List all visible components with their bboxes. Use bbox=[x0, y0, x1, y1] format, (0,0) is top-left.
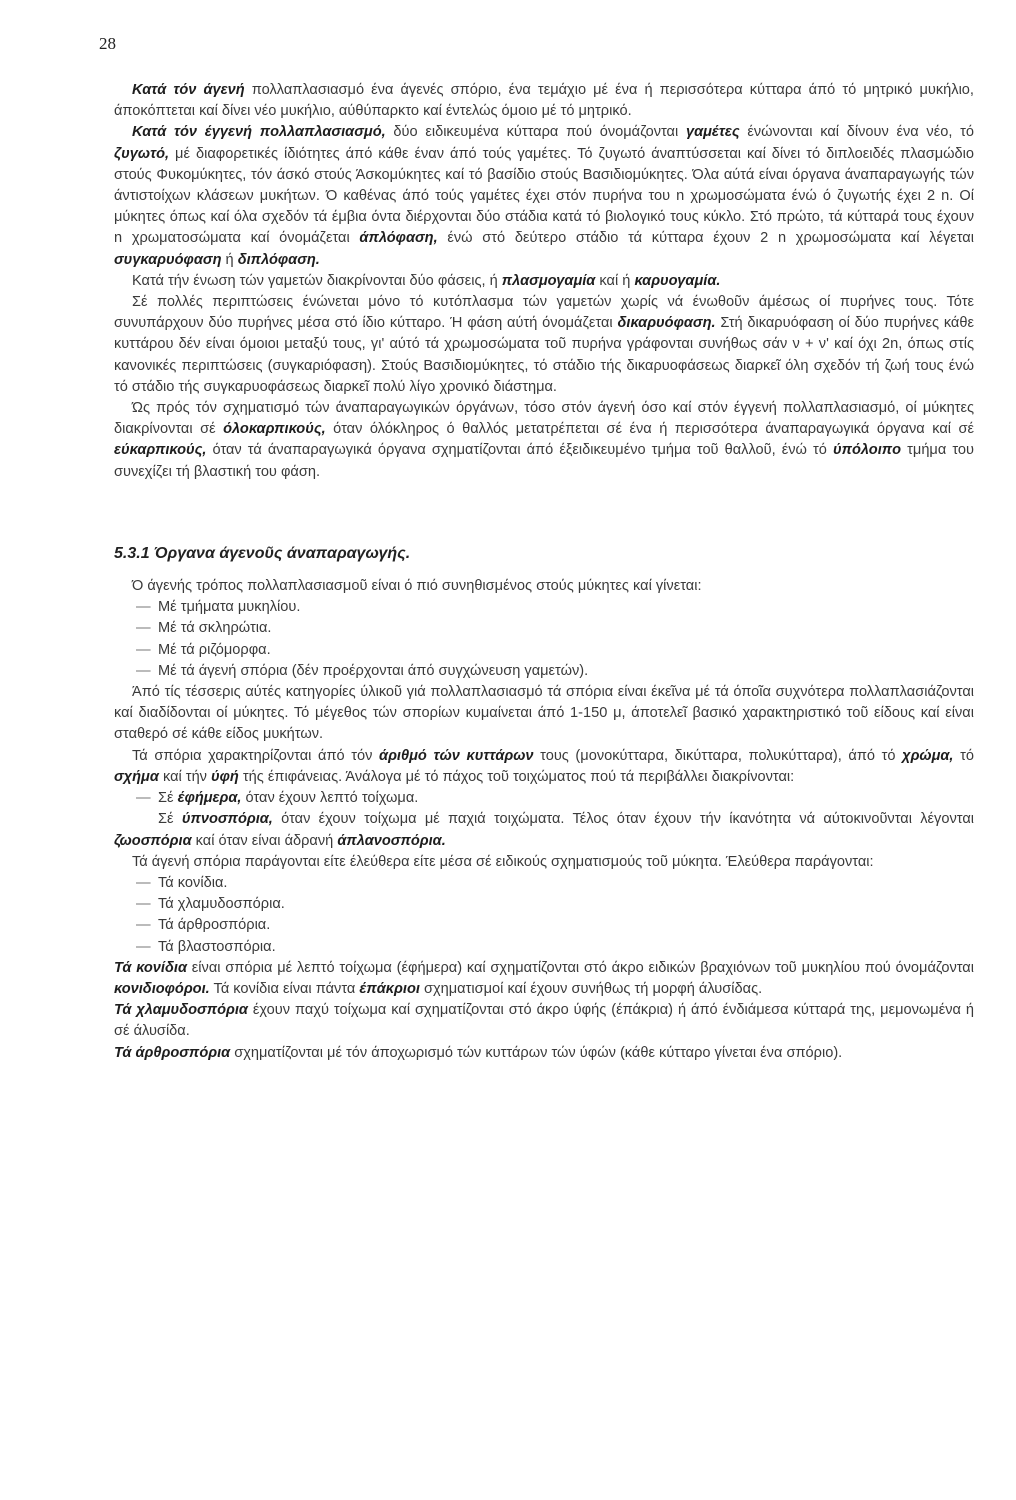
text-run: Σέ πολλές περιπτώσεις ένώνεται μόνο τό κυτόπλασμα τών γαμετών χωρίς νά ένωθοῦν άμέσως οί πυρήνες τους. Τότε συνυπάρχουν δύο πυρήνες μέσα στό ίδιο κύτταρο. Ή φάση αύτή όνομάζεται bbox=[114, 294, 974, 332]
text-run: καί όταν είναι άδρανή bbox=[191, 832, 338, 849]
page-body bbox=[114, 80, 974, 1064]
list-item: — Μέ τά σκληρώτια. bbox=[136, 618, 974, 639]
text-run: Σέ bbox=[158, 790, 178, 807]
text-run: όταν όλόκληρος ό θαλλός μετατρέπεται σέ ένα ή περισσότερα άναπαραγωγικά όργανα καί σέ bbox=[325, 421, 974, 438]
text-run: Κατά τήν ένωση τών γαμετών διακρίνονται δύο φάσεις, ή bbox=[132, 272, 502, 289]
paragraph-holocarpic bbox=[114, 398, 974, 483]
paragraph-dikaryophase bbox=[114, 292, 974, 398]
text-run: δύο ειδικευμένα κύτταρα πού όνομάζονται bbox=[385, 124, 686, 141]
paragraph-asexual-methods: Ό άγενής τρόπος πολλαπλασιασμοῦ είναι ό πιό συνηθισμένος στούς μύκητες καί γίνεται: bbox=[132, 578, 702, 595]
term: καρυογαμία. bbox=[634, 272, 721, 289]
text-run: καί τήν bbox=[158, 768, 212, 785]
paragraph-spores-size: Άπό τίς τέσσερις αύτές κατηγορίες ύλικοῦ γιά πολλαπλασιασμό τά σπόρια είναι έκεῖνα μέ τά όποῖα συχνότερα πολλαπλασιάζονται καί διαδίδονται οί μύκητες. Τό μέγεθος τών σπορίων κυμαίνεται άπό 1-150 μ, άποτελεῖ βασικό χαρακτηριστικό τοῦ είδους καί είναι σταθερό σέ κάθε είδος μυκήτων. bbox=[114, 684, 974, 743]
term: όλοκαρπικούς, bbox=[223, 421, 326, 438]
list-item: — Τά χλαμυδοσπόρια. bbox=[136, 894, 974, 915]
text-run: έχουν παχύ τοίχωμα καί σχηματίζονται στό άκρο ύφής (έπάκρια) ή άπό ένδιάμεσα κύτταρά της, μεμονωμένα ή σέ άλυσίδα. bbox=[114, 1002, 975, 1040]
term: δικαρυόφαση. bbox=[617, 315, 716, 332]
text-run: Τά κονίδια είναι πάντα bbox=[209, 980, 360, 997]
term: ζωοσπόρια bbox=[114, 832, 192, 849]
term: Κατά τόν έγγενή πολλαπλασιασμό, bbox=[132, 124, 386, 141]
term: ύπνοσπόρια, bbox=[181, 811, 273, 828]
term: Τά κονίδια bbox=[114, 959, 187, 976]
term: συγκαρυόφαση bbox=[114, 251, 222, 268]
text-run: Στή δικαρυόφαση οί δύο πυρήνες κάθε κυττάρου δέν είναι όμοιοι μεταξύ τους, γι' αύτό τά χρωμοσώματα τοῦ πυρήνα γράφονται συνήθως σάν ν + ν' καί όχι 2n, όπως στίς κανονικές περιπτώσεις (συγκαριόφαση). Στούς Βασιδιομύκητες, τό στάδιο τής δικαρυοφάσεως διαρκεῖ όλη σχεδόν τή ζωή τους ένώ τό στάδιο τής συγκαρυοφάσεως διαρκεῖ πολύ λίγο χρονικό διάστημα. bbox=[114, 315, 974, 395]
text-run: τής έπιφάνειας. Άνάλογα μέ τό πάχος τοῦ τοιχώματος πού τά περιβάλλει διακρίνονται: bbox=[238, 768, 795, 785]
text-run: όταν έχουν τοίχωμα μέ παχιά τοιχώματα. Τέλος όταν έχουν τήν ίκανότητα νά αύτοκινοῦνται λέγονται bbox=[272, 811, 974, 828]
list-wall-types bbox=[114, 788, 974, 809]
term: γαμέτες bbox=[685, 124, 740, 141]
text-run: Ώς πρός τόν σχηματισμό τών άναπαραγωγικών όργάνων, τόσο στόν άγενή όσο καί στόν έγγενή πολλαπλασιασμό, οί μύκητες διακρίνονται σέ bbox=[114, 400, 974, 438]
text-run: σχηματίζονται μέ τόν άποχωρισμό τών κυττάρων τών ύφών (κάθε κύτταρο γίνεται ένα σπόριο). bbox=[230, 1044, 843, 1061]
term: εύκαρπικούς, bbox=[114, 442, 207, 459]
term: διπλόφαση. bbox=[237, 251, 320, 268]
list-item-continued bbox=[114, 809, 974, 851]
text-run: τμήμα του συνεχίζει τή βλαστική του φάση. bbox=[114, 442, 974, 480]
paragraph-gamete-union bbox=[114, 271, 974, 292]
list-item: — Μέ τά ριζόμορφα. bbox=[136, 640, 974, 661]
paragraph-free-spores: Τά άγενή σπόρια παράγονται είτε έλεύθερα είτε μέσα σέ ειδικούς σχηματισμούς τοῦ μύκητα. Έλεύθερα παράγονται: bbox=[132, 853, 874, 870]
term: σχήμα bbox=[114, 768, 159, 785]
text-run: ή bbox=[221, 251, 238, 268]
list-item: — Μέ τμήματα μυκηλίου. bbox=[136, 597, 974, 618]
paragraph-asexual-definition bbox=[114, 80, 974, 122]
list-item: — Τά άρθροσπόρια. bbox=[136, 915, 974, 936]
term: Κατά τόν άγενή bbox=[132, 82, 245, 98]
list-item: — Τά βλαστοσπόρια. bbox=[136, 937, 974, 958]
text-run: μέ διαφορετικές ίδιότητες άπό κάθε έναν άπό τούς γαμέτες. Τό ζυγωτό άναπτύσσεται καί δίνει τό διπλοειδές πλασμώδιο στούς Φυκομύκητες, τόν άσκό στούς Άσκομύκητες καί τό βασίδιο στούς Βασιδιομύκητες. Όλα αύτά είναι όργανα άναπαραγωγής τών άντιστοίχων κλάσεων μυκήτων. Ό καθένας άπό τούς γαμέτες έχει στόν πυρήνα του n χρωμοσώματα ένώ ό ζυγωτής έχει 2 n. Οί μύκητες όπως καί όλα σχεδόν τά έμβια όντα διέρχονται δύο στάδια κατά τό βιολογικό τους κύκλο. Στό πρώτο, τά κύτταρά τους έχουν n χρωματοσώματα καί όνομάζεται bbox=[114, 145, 974, 247]
term: ύπόλοιπο bbox=[832, 442, 902, 459]
text-run: πολλαπλασιασμό ένα άγενές σπόριο, ένα τεμάχιο μέ ένα ή περισσότερα κύτταρα άπό τό μητρικό μυκήλιο, άποκόπτεται καί δίνει νέο μυκήλιο, αύθύπαρκτο καί έντελώς όμοιο μέ τό μητρικό. bbox=[114, 82, 974, 120]
term: Τά χλαμυδοσπόρια bbox=[114, 1002, 248, 1019]
paragraph-arthrospores bbox=[114, 1043, 974, 1064]
text-run: τό bbox=[953, 747, 974, 764]
text-run: όταν έχουν λεπτό τοίχωμα. bbox=[241, 790, 419, 807]
paragraph-sexual-definition bbox=[114, 122, 974, 270]
list-item bbox=[136, 788, 974, 809]
text-run: είναι σπόρια μέ λεπτό τοίχωμα (έφήμερα) καί σχηματίζονται στό άκρο ειδικών βραχιόνων τοῦ μυκηλίου πού όνομάζονται bbox=[187, 959, 974, 976]
text-run: ένώ στό δεύτερο στάδιο τά κύτταρα έχουν 2 n χρωμοσώματα καί λέγεται bbox=[437, 230, 974, 247]
page-number: 28 bbox=[99, 34, 116, 53]
paragraph-chlamydospores bbox=[114, 1000, 974, 1042]
term: έφήμερα, bbox=[177, 790, 242, 807]
text-run: Σέ bbox=[158, 811, 182, 828]
term: ζυγωτό, bbox=[114, 145, 170, 162]
term: πλασμογαμία bbox=[501, 272, 596, 289]
section-heading: 5.3.1 Όργανα άγενοῦς άναπαραγωγής. bbox=[114, 544, 411, 562]
text-run: Τά σπόρια χαρακτηρίζονται άπό τόν bbox=[132, 747, 380, 764]
term: χρώμα, bbox=[902, 747, 954, 764]
term: έπάκριοι bbox=[359, 980, 420, 997]
term: Τά άρθροσπόρια bbox=[114, 1044, 231, 1061]
text-run: ένώνονται καί δίνουν ένα νέο, τό bbox=[739, 124, 975, 141]
term: άπλόφαση, bbox=[359, 230, 438, 247]
term: ύφή bbox=[211, 768, 239, 785]
list-methods bbox=[114, 597, 974, 682]
paragraph-spores-characteristics bbox=[114, 746, 974, 788]
term: άπλανοσπόρια. bbox=[337, 832, 446, 849]
term: κονιδιοφόροι. bbox=[114, 980, 210, 997]
list-free-spores bbox=[114, 873, 974, 958]
text-run: σχηματισμοί καί έχουν συνήθως τή μορφή άλυσίδας. bbox=[419, 980, 763, 997]
text-run: τους (μονοκύτταρα, δικύτταρα, πολυκύτταρα), άπό τό bbox=[533, 747, 903, 764]
text-run: όταν τά άναπαραγωγικά όργανα σχηματίζονται άπό έξειδικευμένο τμήμα τοῦ θαλλοῦ, ένώ τό bbox=[206, 442, 833, 459]
paragraph-conidia bbox=[114, 958, 974, 1000]
list-item: — Τά κονίδια. bbox=[136, 873, 974, 894]
text-run: καί ή bbox=[595, 272, 635, 289]
list-item: — Μέ τά άγενή σπόρια (δέν προέρχονται άπό συγχώνευση γαμετών). bbox=[136, 661, 974, 682]
term: άριθμό τών κυττάρων bbox=[379, 747, 534, 764]
